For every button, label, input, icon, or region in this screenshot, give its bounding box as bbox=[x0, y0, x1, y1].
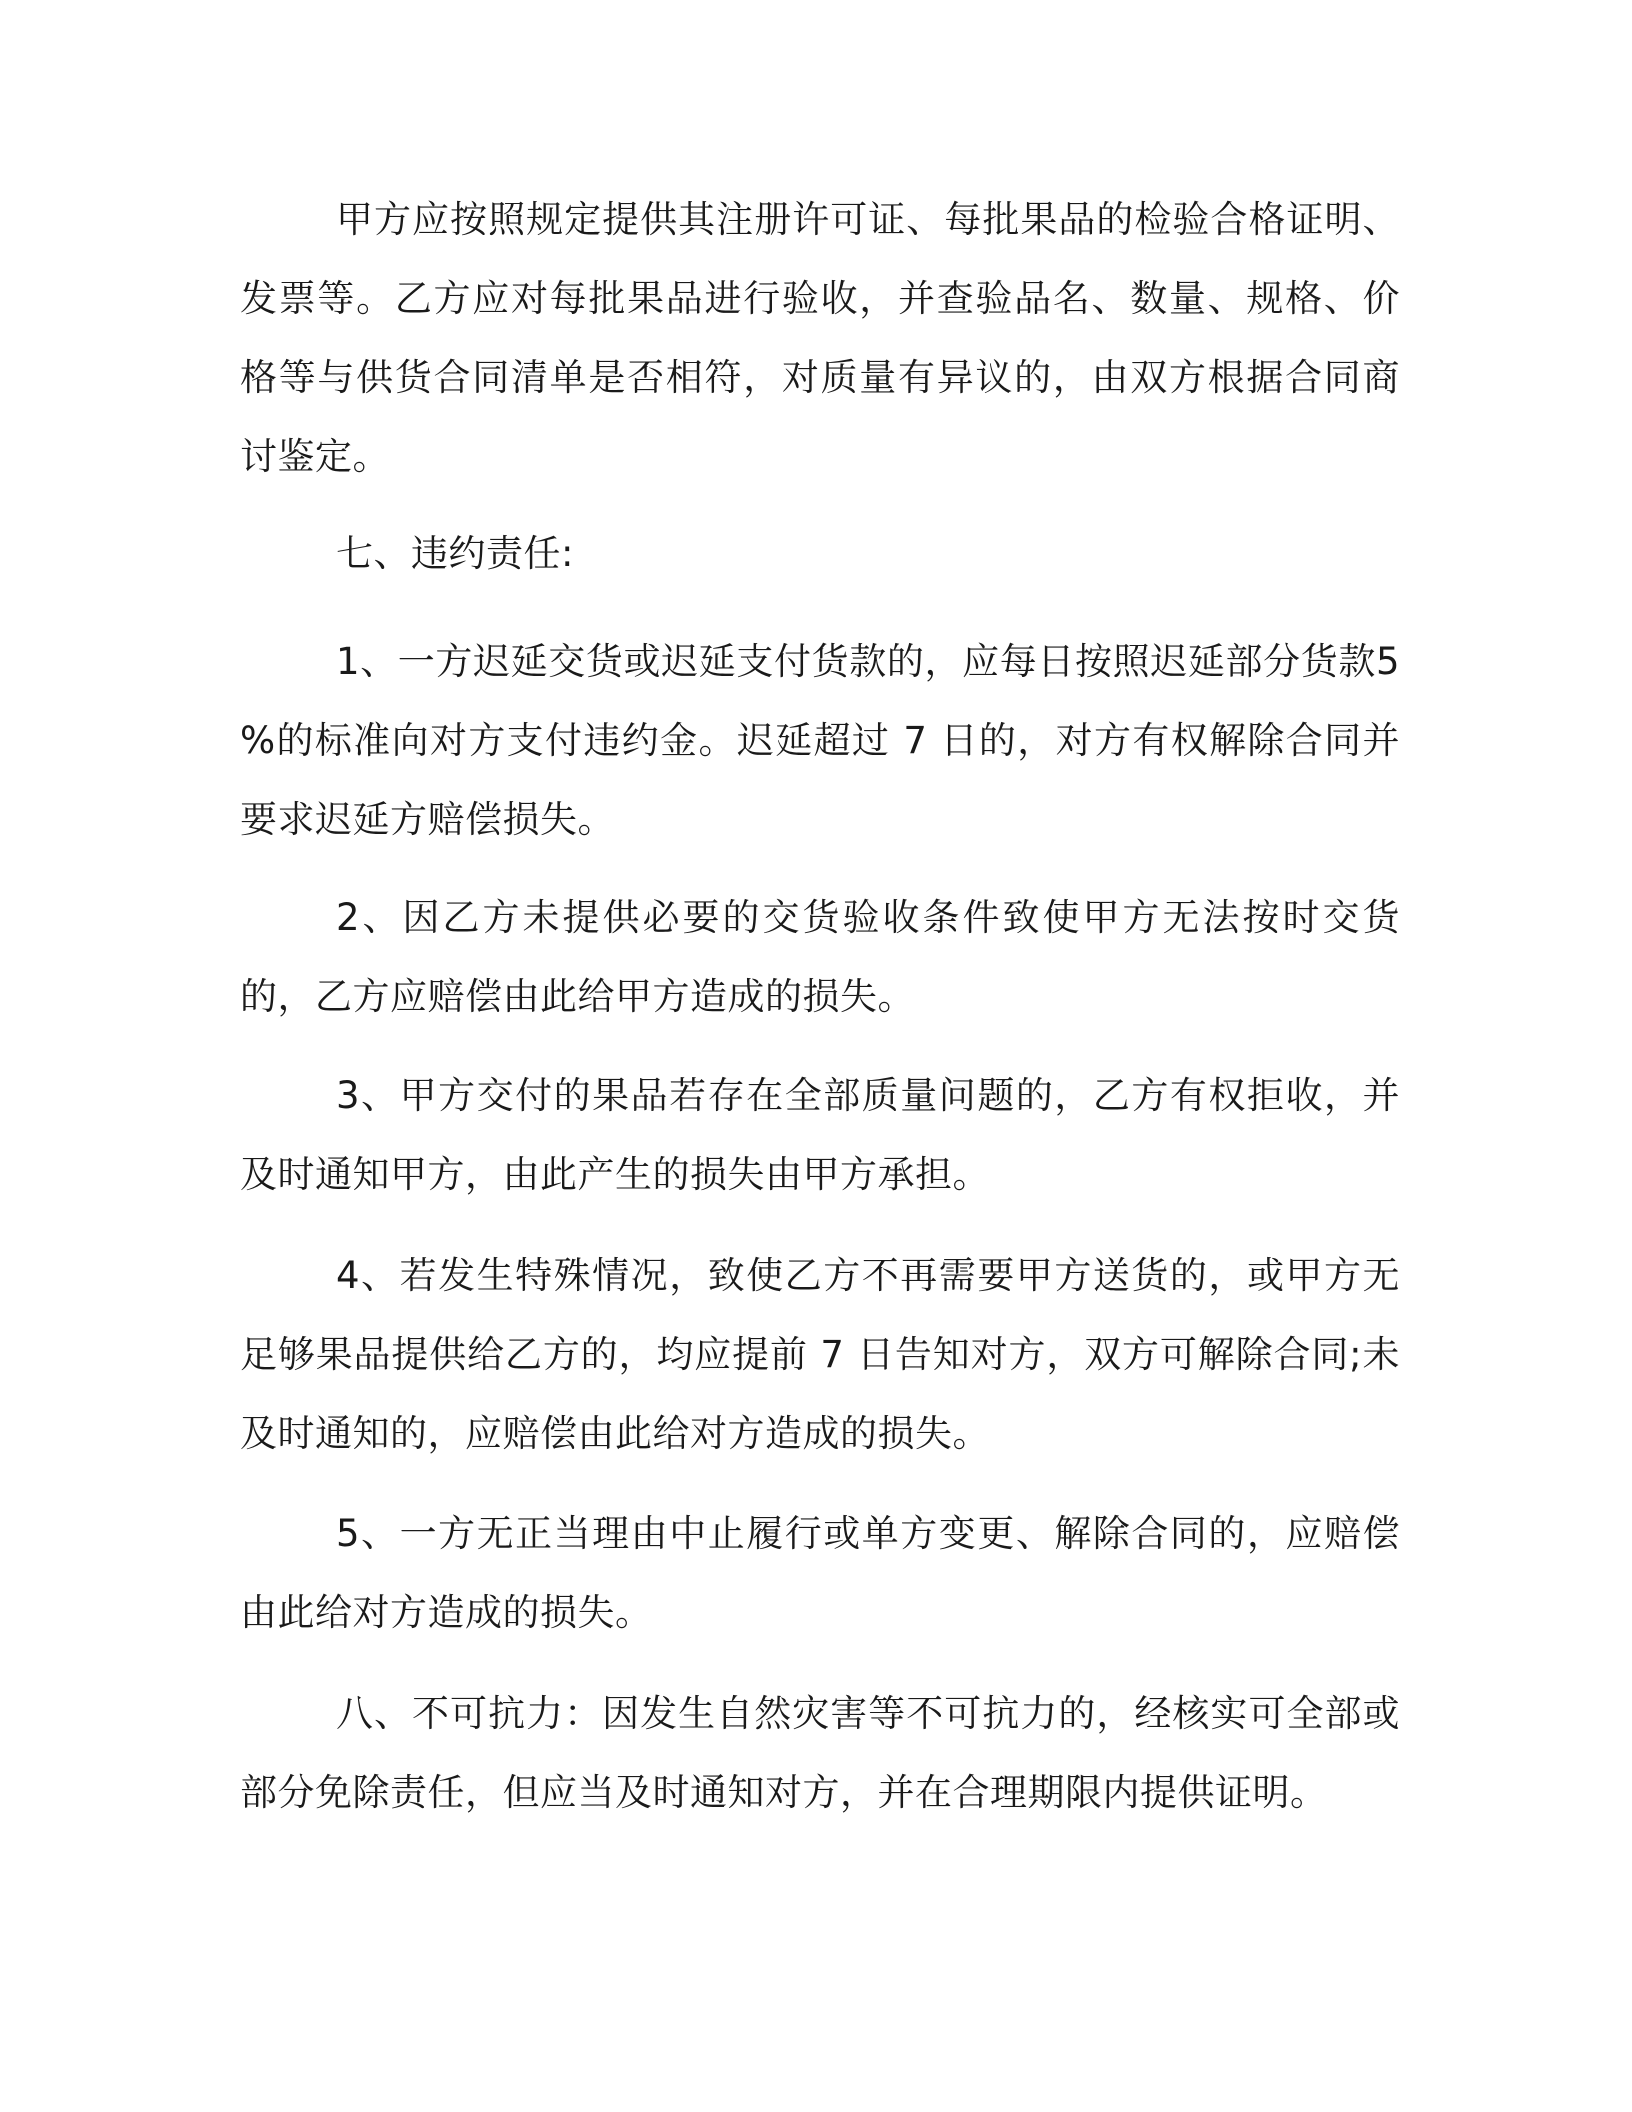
paragraph-clause-3: 3、甲方交付的果品若存在全部质量问题的，乙方有权拒收，并及时通知甲方，由此产生的损失由甲方承担。 bbox=[240, 1074, 1400, 1196]
paragraph-clause-2: 2、因乙方未提供必要的交货验收条件致使甲方无法按时交货的，乙方应赔偿由此给甲方造成的损失。 bbox=[240, 896, 1400, 1018]
document-page bbox=[240, 0, 1400, 2112]
paragraph-clause-4: 4、若发生特殊情况，致使乙方不再需要甲方送货的，或甲方无足够果品提供给乙方的，均应提前 7 日告知对方，双方可解除合同;未及时通知的，应赔偿由此给对方造成的损失。 bbox=[240, 1254, 1400, 1455]
paragraph-clause-1: 1、一方迟延交货或迟延支付货款的，应每日按照迟延部分货款5 %的标准向对方支付违约金。迟延超过 7 日的，对方有权解除合同并要求迟延方赔偿损失。 bbox=[240, 640, 1400, 841]
paragraph-clause-5: 5、一方无正当理由中止履行或单方变更、解除合同的，应赔偿由此给对方造成的损失。 bbox=[240, 1512, 1400, 1634]
paragraph-force-majeure: 八、不可抗力：因发生自然灾害等不可抗力的，经核实可全部或部分免除责任，但应当及时通知对方，并在合理期限内提供证明。 bbox=[240, 1692, 1400, 1814]
section-heading-breach-liability: 七、违约责任: bbox=[336, 532, 574, 575]
paragraph-inspection: 甲方应按照规定提供其注册许可证、每批果品的检验合格证明、发票等。乙方应对每批果品进行验收，并查验品名、数量、规格、价格等与供货合同清单是否相符，对质量有异议的，由双方根据合同商讨鉴定。 bbox=[240, 198, 1400, 478]
